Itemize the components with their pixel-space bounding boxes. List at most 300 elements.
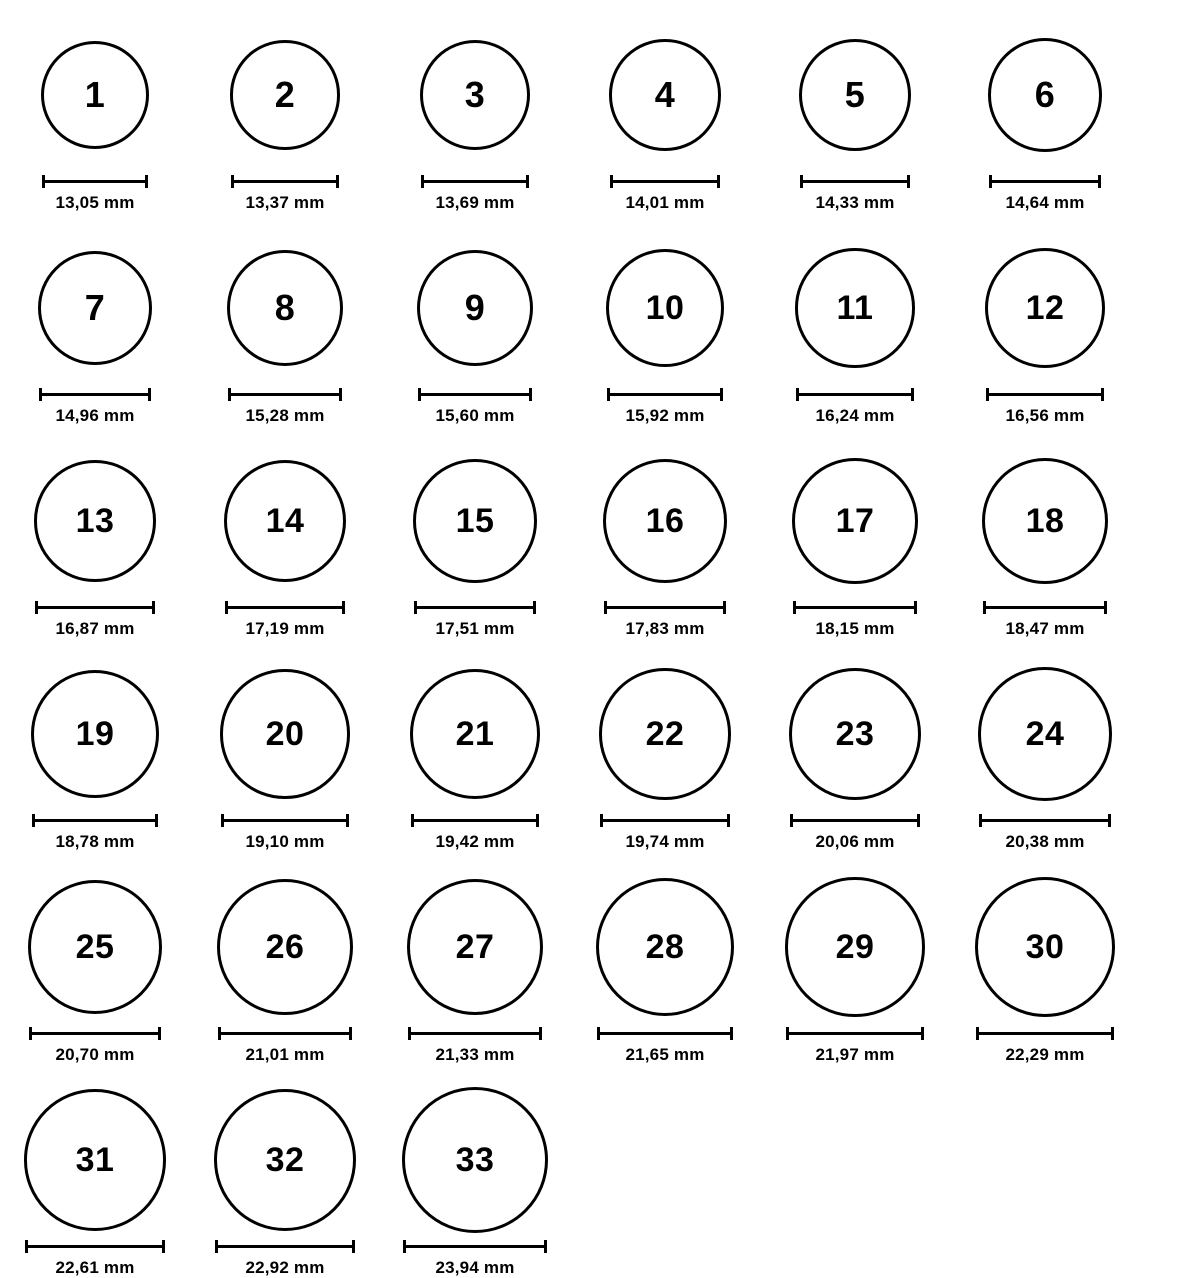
ring-size-cell <box>0 661 190 852</box>
measure-line <box>411 819 539 822</box>
measure-line <box>29 1032 162 1035</box>
measure-cap-right <box>917 814 920 827</box>
measure-cap-right <box>158 1027 161 1040</box>
ring-circle-icon <box>609 39 720 150</box>
measure-cap-right <box>907 175 910 188</box>
measure-line <box>221 819 348 822</box>
ring-circle-icon <box>785 877 924 1016</box>
ring-size-cell <box>380 661 570 852</box>
diameter-measure-bar <box>986 388 1104 400</box>
measure-cap-right <box>152 601 155 614</box>
ring-size-cell <box>190 661 380 852</box>
ring-size-number: 27 <box>455 927 495 966</box>
measure-cap-left <box>421 175 424 188</box>
ring-circle-wrapper <box>417 235 534 381</box>
ring-size-number: 11 <box>836 289 874 327</box>
ring-circle-icon <box>420 40 530 150</box>
diameter-measure-bar <box>421 175 529 187</box>
measure-cap-left <box>231 175 234 188</box>
ring-circle-wrapper <box>785 874 924 1020</box>
ring-circle-wrapper <box>410 661 540 807</box>
ring-circle-wrapper <box>402 1087 548 1233</box>
measure-cap-left <box>976 1027 979 1040</box>
measure-line <box>408 1032 543 1035</box>
ring-circle-icon <box>795 248 914 367</box>
diameter-measure-bar <box>786 1027 923 1039</box>
diameter-label: 14,33 mm <box>815 193 895 212</box>
ring-circle-icon <box>599 668 730 799</box>
ring-circle-wrapper <box>609 22 720 168</box>
diameter-measure-bar <box>408 1027 543 1039</box>
diameter-measure-bar <box>414 601 536 613</box>
diameter-measure-bar <box>604 601 727 613</box>
measure-cap-left <box>607 388 610 401</box>
ring-circle-icon <box>978 667 1112 801</box>
ring-circle-wrapper <box>28 874 163 1020</box>
diameter-label: 16,87 mm <box>55 619 135 638</box>
ring-size-cell <box>570 874 760 1065</box>
ring-circle-wrapper <box>24 1087 165 1233</box>
ring-circle-icon <box>217 879 353 1015</box>
diameter-measure-bar <box>231 175 338 187</box>
diameter-label: 22,61 mm <box>55 1258 135 1277</box>
ring-size-cell <box>760 448 950 639</box>
ring-size-cell <box>950 448 1140 639</box>
ring-circle-icon <box>985 248 1105 368</box>
diameter-measure-bar <box>983 601 1108 613</box>
measure-line <box>604 606 727 609</box>
diameter-label: 15,60 mm <box>435 406 515 425</box>
ring-circle-wrapper <box>599 661 730 807</box>
measure-line <box>979 819 1111 822</box>
diameter-label: 21,97 mm <box>815 1045 895 1064</box>
ring-circle-icon <box>792 458 918 584</box>
diameter-label: 18,15 mm <box>815 619 895 638</box>
diameter-label: 21,01 mm <box>245 1045 325 1064</box>
diameter-label: 16,56 mm <box>1005 406 1085 425</box>
ring-size-number: 15 <box>455 502 495 540</box>
ring-circle-wrapper <box>41 22 149 168</box>
diameter-label: 21,33 mm <box>435 1045 515 1064</box>
ring-size-cell <box>380 22 570 213</box>
diameter-measure-bar <box>39 388 152 400</box>
ring-size-number: 10 <box>645 289 685 327</box>
diameter-label: 19,10 mm <box>245 832 325 851</box>
ring-circle-icon <box>982 458 1109 585</box>
measure-cap-right <box>536 814 539 827</box>
ring-size-cell <box>190 874 380 1065</box>
measure-line <box>790 819 920 822</box>
ring-size-cell <box>0 22 190 213</box>
diameter-label: 19,42 mm <box>435 832 515 851</box>
diameter-label: 13,05 mm <box>55 193 135 212</box>
measure-line <box>25 1245 164 1248</box>
measure-line <box>414 606 536 609</box>
ring-size-cell <box>570 235 760 426</box>
diameter-label: 16,24 mm <box>815 406 895 425</box>
ring-size-number: 14 <box>265 502 305 540</box>
diameter-measure-bar <box>796 388 913 400</box>
diameter-measure-bar <box>979 814 1111 826</box>
diameter-label: 15,92 mm <box>625 406 705 425</box>
measure-line <box>983 606 1108 609</box>
diameter-measure-bar <box>32 814 158 826</box>
measure-cap-right <box>342 601 345 614</box>
measure-cap-left <box>800 175 803 188</box>
ring-size-cell <box>190 235 380 426</box>
diameter-label: 14,96 mm <box>55 406 135 425</box>
measure-line <box>607 393 723 396</box>
ring-size-cell <box>380 874 570 1065</box>
measure-line <box>600 819 729 822</box>
ring-size-number: 32 <box>265 1141 305 1179</box>
ring-size-number: 22 <box>645 715 685 753</box>
ring-size-cell <box>190 448 380 639</box>
ring-size-number: 13 <box>75 501 115 540</box>
measure-cap-left <box>786 1027 789 1040</box>
diameter-label: 20,06 mm <box>815 832 895 851</box>
diameter-measure-bar <box>989 175 1101 187</box>
ring-circle-icon <box>417 250 534 367</box>
diameter-label: 20,70 mm <box>55 1045 135 1064</box>
ring-circle-wrapper <box>789 661 921 807</box>
ring-size-number: 6 <box>1034 73 1056 115</box>
measure-line <box>42 180 148 183</box>
measure-line <box>35 606 154 609</box>
measure-cap-left <box>29 1027 32 1040</box>
diameter-label: 17,19 mm <box>245 619 325 638</box>
ring-size-row <box>0 874 1200 1065</box>
ring-size-cell <box>760 22 950 213</box>
ring-circle-icon <box>24 1089 165 1230</box>
measure-cap-right <box>1104 601 1107 614</box>
measure-line <box>403 1245 547 1248</box>
diameter-measure-bar <box>610 175 719 187</box>
ring-size-row <box>0 661 1200 852</box>
measure-cap-left <box>986 388 989 401</box>
measure-cap-right <box>1108 814 1111 827</box>
diameter-measure-bar <box>793 601 917 613</box>
ring-size-cell <box>570 22 760 213</box>
measure-cap-left <box>403 1240 406 1253</box>
measure-cap-left <box>610 175 613 188</box>
measure-cap-right <box>727 814 730 827</box>
measure-cap-left <box>25 1240 28 1253</box>
diameter-label: 19,74 mm <box>625 832 705 851</box>
ring-size-cell <box>380 1087 570 1278</box>
measure-line <box>796 393 913 396</box>
ring-circle-icon <box>227 250 343 366</box>
measure-cap-left <box>408 1027 411 1040</box>
diameter-measure-bar <box>597 1027 733 1039</box>
ring-circle-wrapper <box>792 448 918 594</box>
ring-circle-wrapper <box>224 448 346 594</box>
ring-circle-icon <box>38 251 153 366</box>
measure-line <box>421 180 529 183</box>
diameter-measure-bar <box>790 814 920 826</box>
measure-cap-left <box>225 601 228 614</box>
ring-size-cell <box>760 235 950 426</box>
ring-circle-icon <box>975 877 1115 1017</box>
diameter-label: 22,92 mm <box>245 1258 325 1277</box>
measure-cap-right <box>346 814 349 827</box>
measure-cap-left <box>604 601 607 614</box>
ring-circle-icon <box>34 460 155 581</box>
measure-cap-left <box>600 814 603 827</box>
measure-cap-left <box>414 601 417 614</box>
diameter-measure-bar <box>411 814 539 826</box>
ring-circle-icon <box>41 41 149 149</box>
ring-size-cell <box>190 22 380 213</box>
diameter-label: 17,83 mm <box>625 619 705 638</box>
measure-cap-left <box>983 601 986 614</box>
measure-line <box>786 1032 923 1035</box>
measure-line <box>228 393 342 396</box>
ring-circle-icon <box>402 1087 548 1233</box>
ring-size-cell <box>190 1087 380 1278</box>
ring-size-cell <box>760 661 950 852</box>
ring-circle-icon <box>596 878 734 1016</box>
measure-cap-right <box>730 1027 733 1040</box>
ring-size-number: 1 <box>84 74 106 115</box>
ring-circle-icon <box>410 669 540 799</box>
diameter-label: 20,38 mm <box>1005 832 1085 851</box>
ring-size-row <box>0 235 1200 426</box>
measure-cap-right <box>339 388 342 401</box>
ring-size-cell <box>950 235 1140 426</box>
ring-circle-icon <box>603 459 728 584</box>
measure-cap-left <box>35 601 38 614</box>
ring-circle-wrapper <box>407 874 544 1020</box>
measure-cap-right <box>526 175 529 188</box>
measure-line <box>418 393 533 396</box>
ring-circle-icon <box>220 669 349 798</box>
measure-cap-right <box>720 388 723 401</box>
ring-size-number: 4 <box>654 74 676 115</box>
measure-cap-right <box>529 388 532 401</box>
diameter-measure-bar <box>403 1240 547 1252</box>
diameter-label: 13,37 mm <box>245 193 325 212</box>
ring-circle-wrapper <box>985 235 1105 381</box>
measure-cap-right <box>717 175 720 188</box>
ring-circle-icon <box>606 249 724 367</box>
diameter-measure-bar <box>607 388 723 400</box>
ring-circle-icon <box>230 40 339 149</box>
diameter-label: 18,78 mm <box>55 832 135 851</box>
diameter-measure-bar <box>25 1240 164 1252</box>
measure-line <box>218 1032 352 1035</box>
measure-cap-left <box>218 1027 221 1040</box>
measure-cap-right <box>533 601 536 614</box>
ring-size-number: 12 <box>1025 288 1065 327</box>
ring-size-cell <box>950 874 1140 1065</box>
ring-circle-wrapper <box>38 235 153 381</box>
measure-cap-right <box>914 601 917 614</box>
diameter-label: 13,69 mm <box>435 193 515 212</box>
measure-cap-left <box>790 814 793 827</box>
measure-cap-right <box>155 814 158 827</box>
ring-size-number: 26 <box>265 927 305 966</box>
ring-size-cell <box>0 235 190 426</box>
measure-cap-left <box>221 814 224 827</box>
ring-circle-icon <box>28 880 163 1015</box>
ring-circle-wrapper <box>220 661 349 807</box>
ring-size-cell <box>0 448 190 639</box>
ring-circle-wrapper <box>795 235 914 381</box>
measure-cap-right <box>336 175 339 188</box>
measure-cap-right <box>544 1240 547 1253</box>
measure-line <box>215 1245 355 1248</box>
ring-circle-wrapper <box>982 448 1109 594</box>
measure-line <box>225 606 345 609</box>
diameter-measure-bar <box>976 1027 1114 1039</box>
ring-circle-icon <box>31 670 159 798</box>
ring-size-cell <box>570 448 760 639</box>
measure-line <box>976 1032 1114 1035</box>
ring-size-number: 25 <box>75 928 115 966</box>
measure-cap-left <box>32 814 35 827</box>
ring-circle-wrapper <box>606 235 724 381</box>
ring-circle-icon <box>413 459 537 583</box>
ring-size-number: 23 <box>835 714 875 753</box>
diameter-label: 17,51 mm <box>435 619 515 638</box>
ring-size-number: 18 <box>1025 502 1065 540</box>
measure-cap-right <box>1098 175 1101 188</box>
ring-circle-wrapper <box>978 661 1112 807</box>
diameter-measure-bar <box>35 601 154 613</box>
ring-size-cell <box>380 235 570 426</box>
ring-size-cell <box>760 874 950 1065</box>
ring-size-row <box>0 1087 1200 1278</box>
ring-size-row <box>0 448 1200 639</box>
ring-size-number: 2 <box>274 73 296 115</box>
measure-cap-left <box>411 814 414 827</box>
ring-circle-wrapper <box>217 874 353 1020</box>
ring-circle-icon <box>988 38 1102 152</box>
measure-line <box>32 819 158 822</box>
ring-size-number: 28 <box>645 928 685 966</box>
measure-cap-right <box>1111 1027 1114 1040</box>
ring-size-number: 31 <box>75 1141 115 1179</box>
diameter-measure-bar <box>29 1027 162 1039</box>
diameter-label: 23,94 mm <box>435 1258 515 1277</box>
ring-size-cell <box>380 448 570 639</box>
ring-circle-icon <box>214 1089 356 1231</box>
measure-cap-left <box>418 388 421 401</box>
measure-cap-right <box>352 1240 355 1253</box>
ring-size-number: 33 <box>455 1141 495 1179</box>
measure-cap-right <box>148 388 151 401</box>
ring-circle-wrapper <box>596 874 734 1020</box>
ring-size-number: 17 <box>835 502 875 540</box>
measure-cap-left <box>793 601 796 614</box>
ring-size-cell <box>570 661 760 852</box>
measure-cap-right <box>162 1240 165 1253</box>
measure-cap-right <box>349 1027 352 1040</box>
ring-size-number: 16 <box>645 501 685 540</box>
ring-size-cell <box>0 1087 190 1278</box>
diameter-measure-bar <box>600 814 729 826</box>
ring-size-cell <box>950 22 1140 213</box>
ring-circle-wrapper <box>988 22 1102 168</box>
measure-line <box>39 393 152 396</box>
measure-line <box>610 180 719 183</box>
measure-line <box>989 180 1101 183</box>
measure-cap-right <box>921 1027 924 1040</box>
diameter-label: 14,64 mm <box>1005 193 1085 212</box>
measure-cap-right <box>1101 388 1104 401</box>
diameter-label: 18,47 mm <box>1005 619 1085 638</box>
ring-size-number: 19 <box>75 714 115 753</box>
ring-size-number: 29 <box>835 928 875 966</box>
ring-size-number: 8 <box>274 287 296 328</box>
ring-circle-wrapper <box>975 874 1115 1020</box>
diameter-measure-bar <box>42 175 148 187</box>
measure-cap-right <box>911 388 914 401</box>
measure-line <box>231 180 338 183</box>
measure-cap-left <box>228 388 231 401</box>
ring-circle-wrapper <box>214 1087 356 1233</box>
ring-size-number: 24 <box>1025 715 1065 753</box>
ring-size-row <box>0 22 1200 213</box>
ring-circle-wrapper <box>230 22 339 168</box>
measure-cap-left <box>796 388 799 401</box>
measure-cap-left <box>989 175 992 188</box>
diameter-measure-bar <box>225 601 345 613</box>
measure-line <box>986 393 1104 396</box>
diameter-measure-bar <box>418 388 533 400</box>
measure-cap-left <box>597 1027 600 1040</box>
diameter-measure-bar <box>800 175 910 187</box>
ring-circle-icon <box>799 39 911 151</box>
ring-size-cell <box>0 874 190 1065</box>
measure-line <box>800 180 910 183</box>
ring-size-number: 9 <box>464 286 486 328</box>
ring-circle-wrapper <box>227 235 343 381</box>
ring-circle-wrapper <box>34 448 155 594</box>
diameter-measure-bar <box>218 1027 352 1039</box>
diameter-measure-bar <box>221 814 348 826</box>
ring-size-cell <box>950 661 1140 852</box>
ring-circle-wrapper <box>31 661 159 807</box>
measure-cap-left <box>215 1240 218 1253</box>
diameter-label: 14,01 mm <box>625 193 705 212</box>
diameter-measure-bar <box>215 1240 355 1252</box>
ring-size-number: 3 <box>464 74 486 115</box>
measure-line <box>597 1032 733 1035</box>
diameter-label: 22,29 mm <box>1005 1045 1085 1064</box>
measure-cap-left <box>42 175 45 188</box>
ring-circle-wrapper <box>420 22 530 168</box>
diameter-label: 21,65 mm <box>625 1045 705 1064</box>
ring-size-number: 20 <box>265 714 305 753</box>
ring-size-number: 5 <box>844 73 866 115</box>
measure-cap-left <box>39 388 42 401</box>
measure-cap-right <box>145 175 148 188</box>
ring-size-number: 21 <box>455 715 495 753</box>
measure-cap-left <box>979 814 982 827</box>
measure-cap-right <box>723 601 726 614</box>
ring-circle-icon <box>224 460 346 582</box>
ring-size-number: 7 <box>84 287 106 328</box>
ring-circle-wrapper <box>799 22 911 168</box>
ring-circle-wrapper <box>413 448 537 594</box>
ring-circle-icon <box>789 668 921 800</box>
measure-line <box>793 606 917 609</box>
ring-circle-icon <box>407 879 544 1016</box>
diameter-measure-bar <box>228 388 342 400</box>
ring-size-number: 30 <box>1025 927 1065 966</box>
